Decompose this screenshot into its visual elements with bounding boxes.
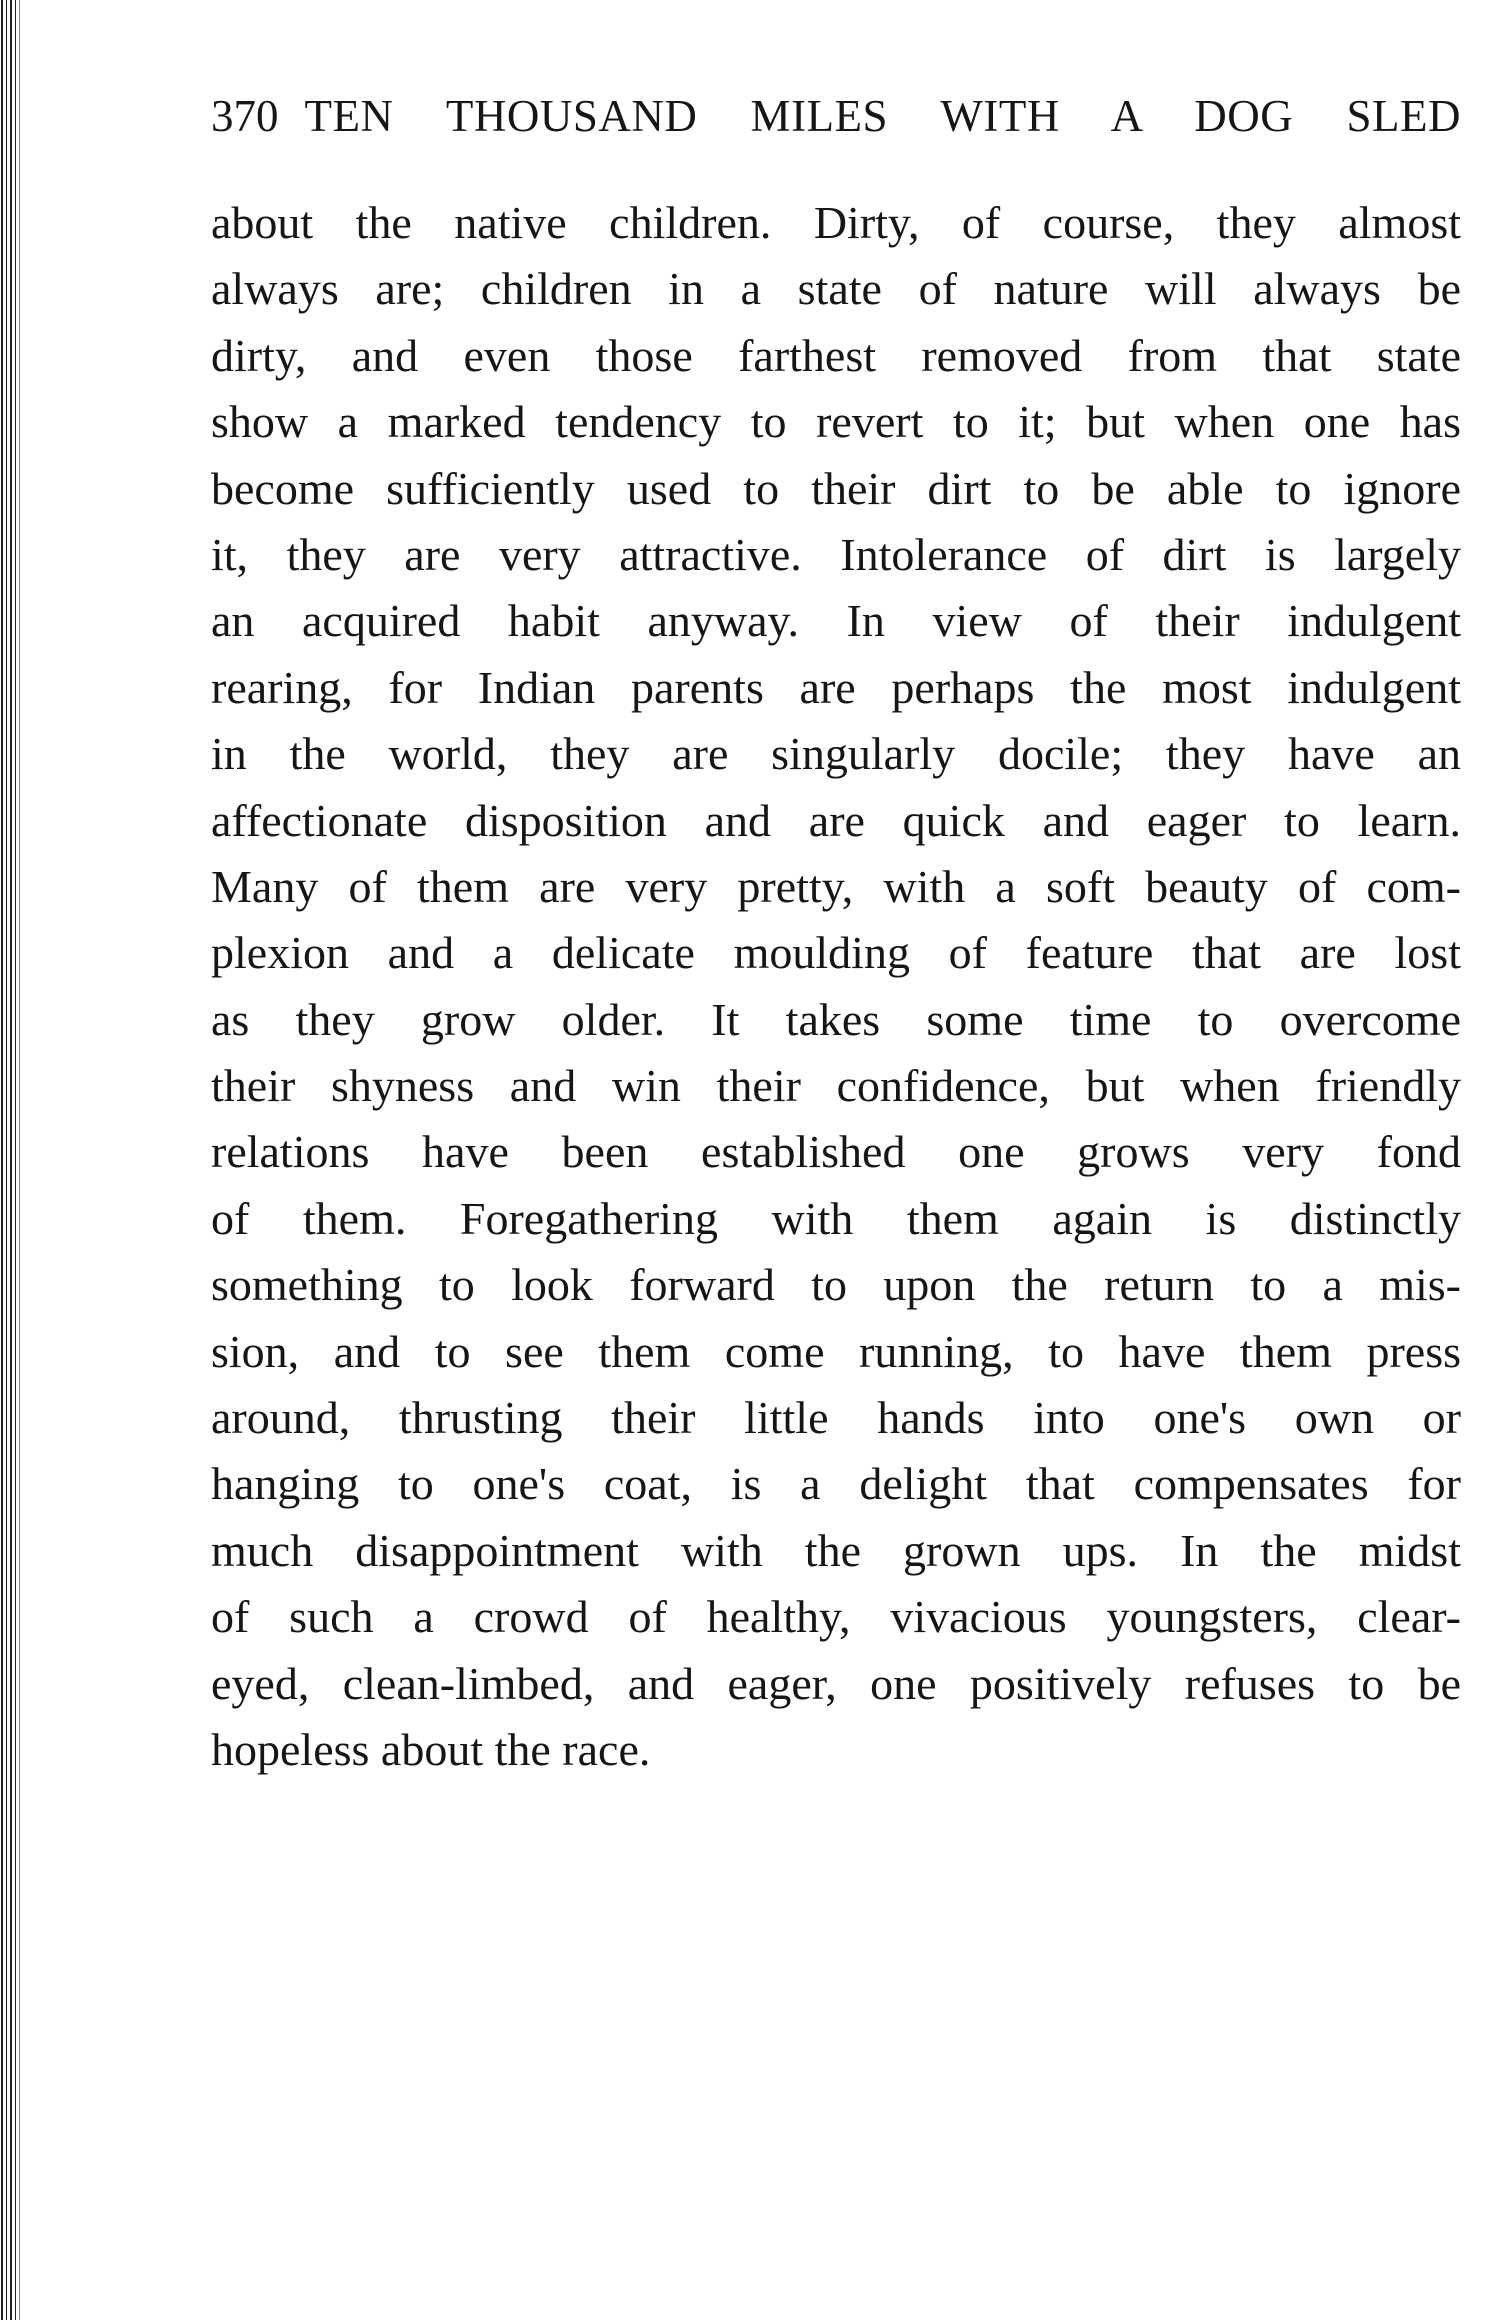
text-line: affectionate disposition and are quick and eager to learn. <box>211 794 1461 846</box>
text-line: around, thrusting their little hands into one's own or <box>211 1392 1461 1444</box>
text-line: their shyness and win their confidence, but when friendly <box>211 1060 1461 1112</box>
text-line: eyed, clean-limbed, and eager, one positively refuses to be <box>211 1657 1461 1709</box>
text-line: about the native children. Dirty, of course, they almost <box>211 197 1461 248</box>
text-line: hopeless about the race. <box>211 1723 651 1775</box>
text-line: relations have been established one grows very fond <box>211 1126 1461 1178</box>
running-header <box>211 90 1461 150</box>
text-line: as they grow older. It takes some time to overcome <box>211 993 1461 1045</box>
text-line: rearing, for Indian parents are perhaps the most indulgent <box>211 661 1461 713</box>
text-line: much disappointment with the grown ups. In the midst <box>211 1524 1461 1576</box>
text-line: Many of them are very pretty, with a soft beauty of com- <box>211 860 1461 912</box>
text-line: something to look forward to upon the return to a mis- <box>211 1259 1461 1311</box>
page-number: 370 <box>211 91 279 141</box>
text-line: of them. Foregathering with them again is distinctly <box>211 1192 1461 1244</box>
text-line: an acquired habit anyway. In view of their indulgent <box>211 595 1461 647</box>
text-line: it, they are very attractive. Intolerance of dirt is largely <box>211 528 1461 580</box>
text-line: dirty, and even those farthest removed from that state <box>211 329 1461 381</box>
page-binding-edge <box>0 0 22 2320</box>
text-line: show a marked tendency to revert to it; but when one has <box>211 396 1461 448</box>
text-line: in the world, they are singularly docile; they have an <box>211 728 1461 780</box>
text-line: of such a crowd of healthy, vivacious youngsters, clear- <box>211 1591 1461 1643</box>
text-line: hanging to one's coat, is a delight that compensates for <box>211 1458 1461 1510</box>
text-line: plexion and a delicate moulding of feature that are lost <box>211 927 1461 979</box>
text-line: always are; children in a state of nature will always be <box>211 263 1461 315</box>
body-text <box>211 190 1461 1783</box>
running-title: TEN THOUSAND MILES WITH A DOG SLED <box>304 91 1461 141</box>
text-line: sion, and to see them come running, to have them press <box>211 1325 1461 1377</box>
text-line: become sufficiently used to their dirt to be able to ignore <box>211 462 1461 514</box>
